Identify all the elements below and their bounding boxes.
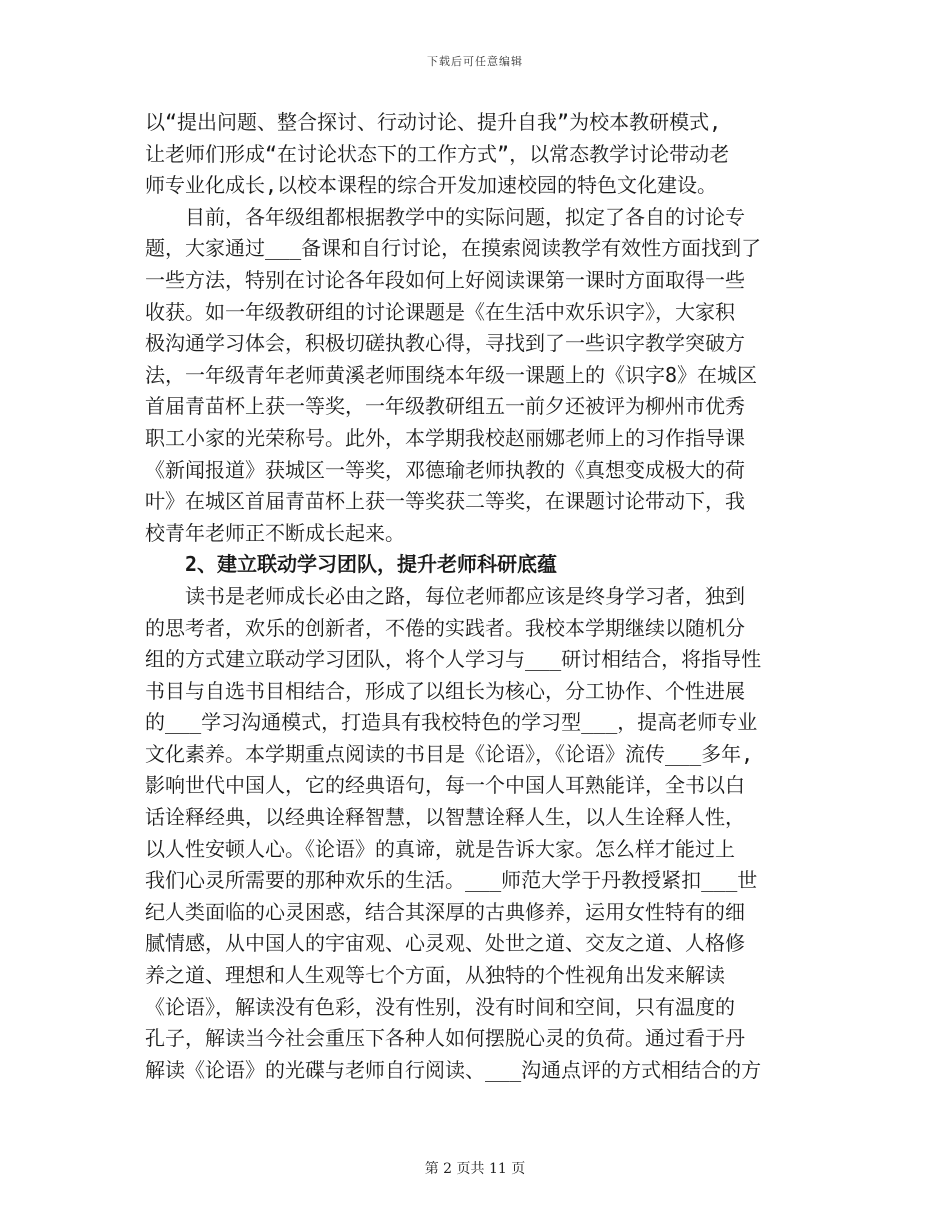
- text-line: 一些方法，特别在讨论各年段如何上好阅读课第一课时方面取得一些: [145, 267, 745, 292]
- text-line: 师专业化成长,以校本课程的综合开发加速校园的特色文化建设。: [145, 173, 718, 198]
- text-line: 的思考者，欢乐的创新者，不倦的实践者。我校本学期继续以随机分: [145, 615, 745, 640]
- text-line: 纪人类面临的心灵困惑，结合其深厚的古典修养，运用女性特有的细: [145, 899, 745, 924]
- page-footer: 第 2 页共 11 页: [424, 1161, 526, 1177]
- text-line: 题，大家通过___备课和自行讨论，在摸索阅读教学有效性方面找到了: [145, 236, 762, 261]
- text-line: 影响世代中国人，它的经典语句，每一个中国人耳熟能详，全书以白: [145, 773, 745, 798]
- section-heading: 2、建立联动学习团队，提升老师科研底蕴: [185, 552, 558, 577]
- text-line: 腻情感，从中国人的宇宙观、心灵观、处世之道、交友之道、人格修: [145, 931, 745, 956]
- text-line: 解读《论语》的光碟与老师自行阅读、___沟通点评的方式相结合的方: [145, 1057, 762, 1082]
- text-line: 让老师们形成“在讨论状态下的工作方式”，以常态教学讨论带动老: [145, 141, 730, 166]
- text-line: 叶》在城区首届青苗杯上获一等奖获二等奖，在课题讨论带动下，我: [145, 489, 745, 514]
- text-line: 组的方式建立联动学习团队，将个人学习与___研讨相结合，将指导性: [145, 647, 762, 672]
- text-line: 话诠释经典，以经典诠释智慧，以智慧诠释人生，以人生诠释人性，: [145, 805, 745, 830]
- text-line: 《新闻报道》获城区一等奖，邓德瑜老师执教的《真想变成极大的荷: [145, 457, 745, 482]
- text-line: 的___学习沟通模式，打造具有我校特色的学习型___，提高老师专业: [145, 710, 758, 735]
- text-line: 《论语》，解读没有色彩，没有性别，没有时间和空间，只有温度的: [145, 994, 735, 1019]
- page-header: 下载后可任意编辑: [427, 55, 523, 68]
- text-line: 养之道、理想和人生观等七个方面，从独特的个性视角出发来解读: [145, 963, 725, 988]
- text-line: 以人性安顿人心。《论语》的真谛，就是告诉大家。怎么样才能过上: [145, 836, 735, 861]
- text-line: 文化素养。本学期重点阅读的书目是《论语》，《论语》流传___多年,: [145, 741, 754, 766]
- document-body: [145, 107, 815, 1086]
- text-line: 我们心灵所需要的那种欢乐的生活。___师范大学于丹教授紧扣___世: [145, 868, 758, 893]
- paragraph-start-line: 读书是老师成长必由之路，每位老师都应该是终身学习者，独到: [185, 583, 745, 608]
- text-line: 法，一年级青年老师黄溪老师围绕本年级一课题上的《识字8》在城区: [145, 362, 758, 387]
- text-line: 以“提出问题、整合探讨、行动讨论、提升自我”为校本教研模式,: [145, 110, 722, 134]
- text-line: 收获。如一年级教研组的讨论课题是《在生活中欢乐识字》，大家积: [145, 299, 735, 324]
- paragraph-start-line: 目前，各年级组都根据教学中的实际问题，拟定了各自的讨论专: [185, 204, 745, 229]
- text-line: 首届青苗杯上获一等奖，一年级教研组五一前夕还被评为柳州市优秀: [145, 394, 745, 419]
- text-line: 极沟通学习体会，积极切磋执教心得，寻找到了一些识字教学突破方: [145, 331, 745, 356]
- text-line: 职工小家的光荣称号。此外，本学期我校赵丽娜老师上的习作指导课: [145, 425, 745, 450]
- text-line: 书目与自选书目相结合，形成了以组长为核心，分工协作、个性进展: [145, 678, 745, 703]
- text-line: 孔子，解读当今社会重压下各种人如何摆脱心灵的负荷。通过看于丹: [145, 1026, 745, 1051]
- text-line: 校青年老师正不断成长起来。: [145, 520, 405, 545]
